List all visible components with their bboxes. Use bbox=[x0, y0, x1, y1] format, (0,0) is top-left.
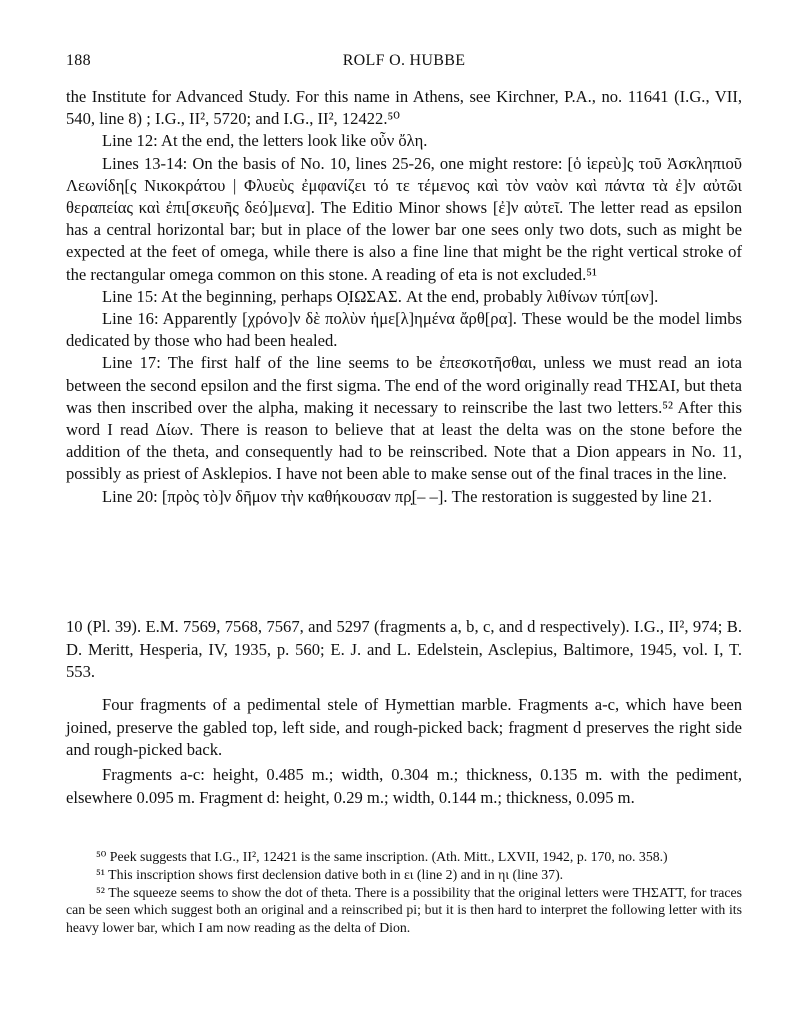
commentary-body bbox=[66, 86, 742, 508]
footnote-51: ⁵¹ This inscription shows first declension dative both in ει (line 2) and in ηι (line 37). bbox=[96, 866, 564, 882]
footnotes bbox=[66, 848, 742, 937]
page-number: 188 bbox=[66, 52, 91, 69]
paragraph-line-12: Line 12: At the end, the letters look like οὖν ὄλη. bbox=[102, 131, 428, 151]
paragraph-line-16: Line 16: Apparently [χρόνο]ν δὲ πολὺν ἡμε[λ]ημένα ἄρθ[ρα]. These would be the model limbs dedicated by those who had been healed. bbox=[66, 309, 742, 351]
paragraph-line-15: Line 15: At the beginning, perhaps Ο̣ΙΩΣΑΣ. At the end, probably λιθίνων τύπ[ων]. bbox=[102, 286, 659, 306]
running-head-author: ROLF O. HUBBE bbox=[342, 52, 466, 69]
paragraph-lines-13-14: Lines 13-14: On the basis of No. 10, lines 25-26, one might restore: [ὁ ἱερεὺ]ς τοῦ Ἀσκληπιοῦ Λεωνίδη[ς Νικοκράτου | Φλυεὺς ἐμφανίζει τό τε τέμενος καὶ τὸν ναὸν καὶ πάντα τὰ ἐ]ν αὐτῶι θεραπείας καὶ ἐπι[σκευῆς δεό]μενα]. The Editio Minor shows [ἐ]ν αὐτεῖ. The letter read as epsilon has a central horizontal bar; but in place of the lower bar one sees only two dots, such as might be expected at the feet of omega, while there is also a fine line that might be the right vertical stroke of the rectangular omega common on this stone. A reading of eta is not excluded.⁵¹ bbox=[66, 153, 742, 284]
stele-dimensions: Fragments a-c: height, 0.485 m.; width, 0.304 m.; thickness, 0.135 m. with the pediment, elsewhere 0.095 m. Fragment d: height, 0.29 m.; width, 0.144 m.; thickness, 0.095 m. bbox=[66, 765, 742, 807]
paragraph-line-17: Line 17: The first half of the line seems to be ἐπεσκοτῆσθαι, unless we must read an iota between the second epsilon and the first sigma. The end of the word originally read ΤΗΣΑΙ, but theta was then inscribed over the alpha, making it necessary to reinscribe the last two letters.⁵² After this word I read Δίων. There is reason to believe that at least the delta was on the stone before the addition of the theta, and consequently had to be reinscribed. Note that a Dion appears in No. 11, possibly as priest of Asklepios. I have not been able to make sense out of the final traces in the line. bbox=[66, 353, 742, 484]
entry-description-block bbox=[66, 694, 742, 762]
running-header bbox=[66, 52, 742, 74]
entry-dimensions-block bbox=[66, 764, 742, 809]
footnote-52: ⁵² The squeeze seems to show the dot of theta. There is a possibility that the original letters were ΤΗΣΑΤΤ, for traces can be seen which suggest both an original and a reinscribed pi; but it is then hard to interpret the following letter with its heavy lower bar, which I am now reading as the delta of Dion. bbox=[66, 884, 742, 936]
entry-citation: 10 (Pl. 39). E.M. 7569, 7568, 7567, and 5297 (fragments a, b, c, and d respectively). I.G., II², 974; B. D. Meritt, Hesperia, IV, 1935, p. 560; E. J. and L. Edelstein, Asclepius, Baltimore, 1945, vol. I, T. 553. bbox=[66, 617, 742, 682]
paragraph-continuation: the Institute for Advanced Study. For this name in Athens, see Kirchner, P.A., no. 11641 (I.G., VII, 540, line 8) ; I.G., II², 5720; and I.G., II², 12422.⁵⁰ bbox=[66, 87, 742, 129]
paragraph-line-20: Line 20: [πρὸς τὸ]ν δῆμον τὴν καθήκουσαν πρ̣[– –]. The restoration is suggested by line 21. bbox=[102, 486, 713, 506]
footnote-50: ⁵⁰ Peek suggests that I.G., II², 12421 is the same inscription. (Ath. Mitt., LXVII, 1942, p. 170, no. 358.) bbox=[96, 849, 668, 864]
stele-description: Four fragments of a pedimental stele of Hymettian marble. Fragments a-c, which have been joined, preserve the gabled top, left side, and rough-picked back; fragment d preserves the right side and rough-picked back. bbox=[66, 695, 742, 760]
entry-heading bbox=[66, 616, 742, 684]
